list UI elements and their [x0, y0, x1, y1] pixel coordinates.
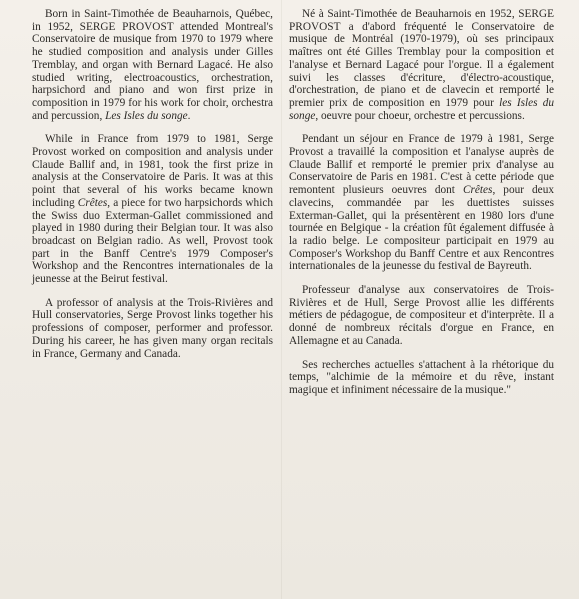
- work-title: Crêtes: [462, 184, 493, 197]
- english-paragraph-1: Born in Saint-Timothée de Beauharnois, Québec, in 1952, SERGE PROVOST attended Montreal's Conservatoire de musique from 1970 to 1979 where he studied composition and analysis under Gilles Tremblay, and organ with Bernard Lagacé. He also studied writing, electroacoustics, orchestration, harpsichord and piano and won first prize in composition in 1979 for his work for choir, orchestra and percussion, Les Isles du songe.: [32, 8, 273, 122]
- english-paragraph-2: While in France from 1979 to 1981, Serge Provost worked on composition and analysis under Claude Ballif and, in 1981, took the first prize in analysis at the Conservatoire de Paris. It was at this point that several of his works became known including Crêtes, a piece for two harpsichords which the Swiss duo Exterman-Gallet commissioned and played in 1980 during their Belgian tour. It was also broadcast on Belgian radio. As well, Provost took part in the Banff Centre's 1979 Composer's Workshop and the Rencontres internationales de la jeunesse at the Beirut festival.: [32, 133, 273, 286]
- french-paragraph-4: Ses recherches actuelles s'attachent à la rhétorique du temps, "alchimie de la mémoire et du rêve, instant magique et infiniment nécessaire de la musique.": [289, 358, 554, 396]
- french-column: [289, 8, 554, 408]
- work-title: les Isles du songe: [289, 96, 555, 122]
- work-title: Crêtes: [77, 196, 108, 209]
- french-paragraph-3: Professeur d'analyse aux conservatoires de Trois-Rivières et de Hull, Serge Provost allie les différents métiers de pédagogue, de compositeur et d'interprète. Il a donné de nombreux récitals d'orgue en France, en Allemagne et au Canada.: [289, 284, 554, 347]
- english-column: [32, 8, 273, 371]
- english-paragraph-3: A professor of analysis at the Trois-Rivières and Hull conservatories, Serge Provost links together his professions of composer, performer and professor. During his career, he has given many organ recitals in France, Germany and Canada.: [32, 296, 273, 360]
- french-paragraph-2: Pendant un séjour en France de 1979 à 1981, Serge Provost a travaillé la composition et l'analyse auprès de Claude Ballif et remporté le premier prix d'analyse au Conservatoire de Paris en 1981. C'est à cette période que remontent plusieurs oeuvres dont Crêtes, pour deux clavecins, commandée par les duettistes suisses Exterman-Gallet, qui la présentèrent en 1980 lors d'une tournée en Belgique - la création fût également diffusée à la radio belge. Le compositeur participait en 1979 au Composer's Workshop du Banff Centre et aux Rencontres internationales de la jeunesse du festival de Bayreuth.: [289, 133, 554, 273]
- work-title: Les Isles du songe: [105, 109, 188, 122]
- column-divider: [281, 0, 282, 599]
- french-paragraph-1: Né à Saint-Timothée de Beauharnois en 1952, SERGE PROVOST a d'abord fréquenté le Conservatoire de musique de Montréal (1970-1979), où ses principaux maîtres ont été Gilles Tremblay pour la composition et l'analyse et Bernard Lagacé pour l'orgue. Il a également suivi les classes d'écriture, d'électro-acoustique, d'orchestration, de piano et de clavecin et remporté le premier prix de composition en 1979 pour les Isles du songe, oeuvre pour choeur, orchestre et percussions.: [289, 8, 555, 122]
